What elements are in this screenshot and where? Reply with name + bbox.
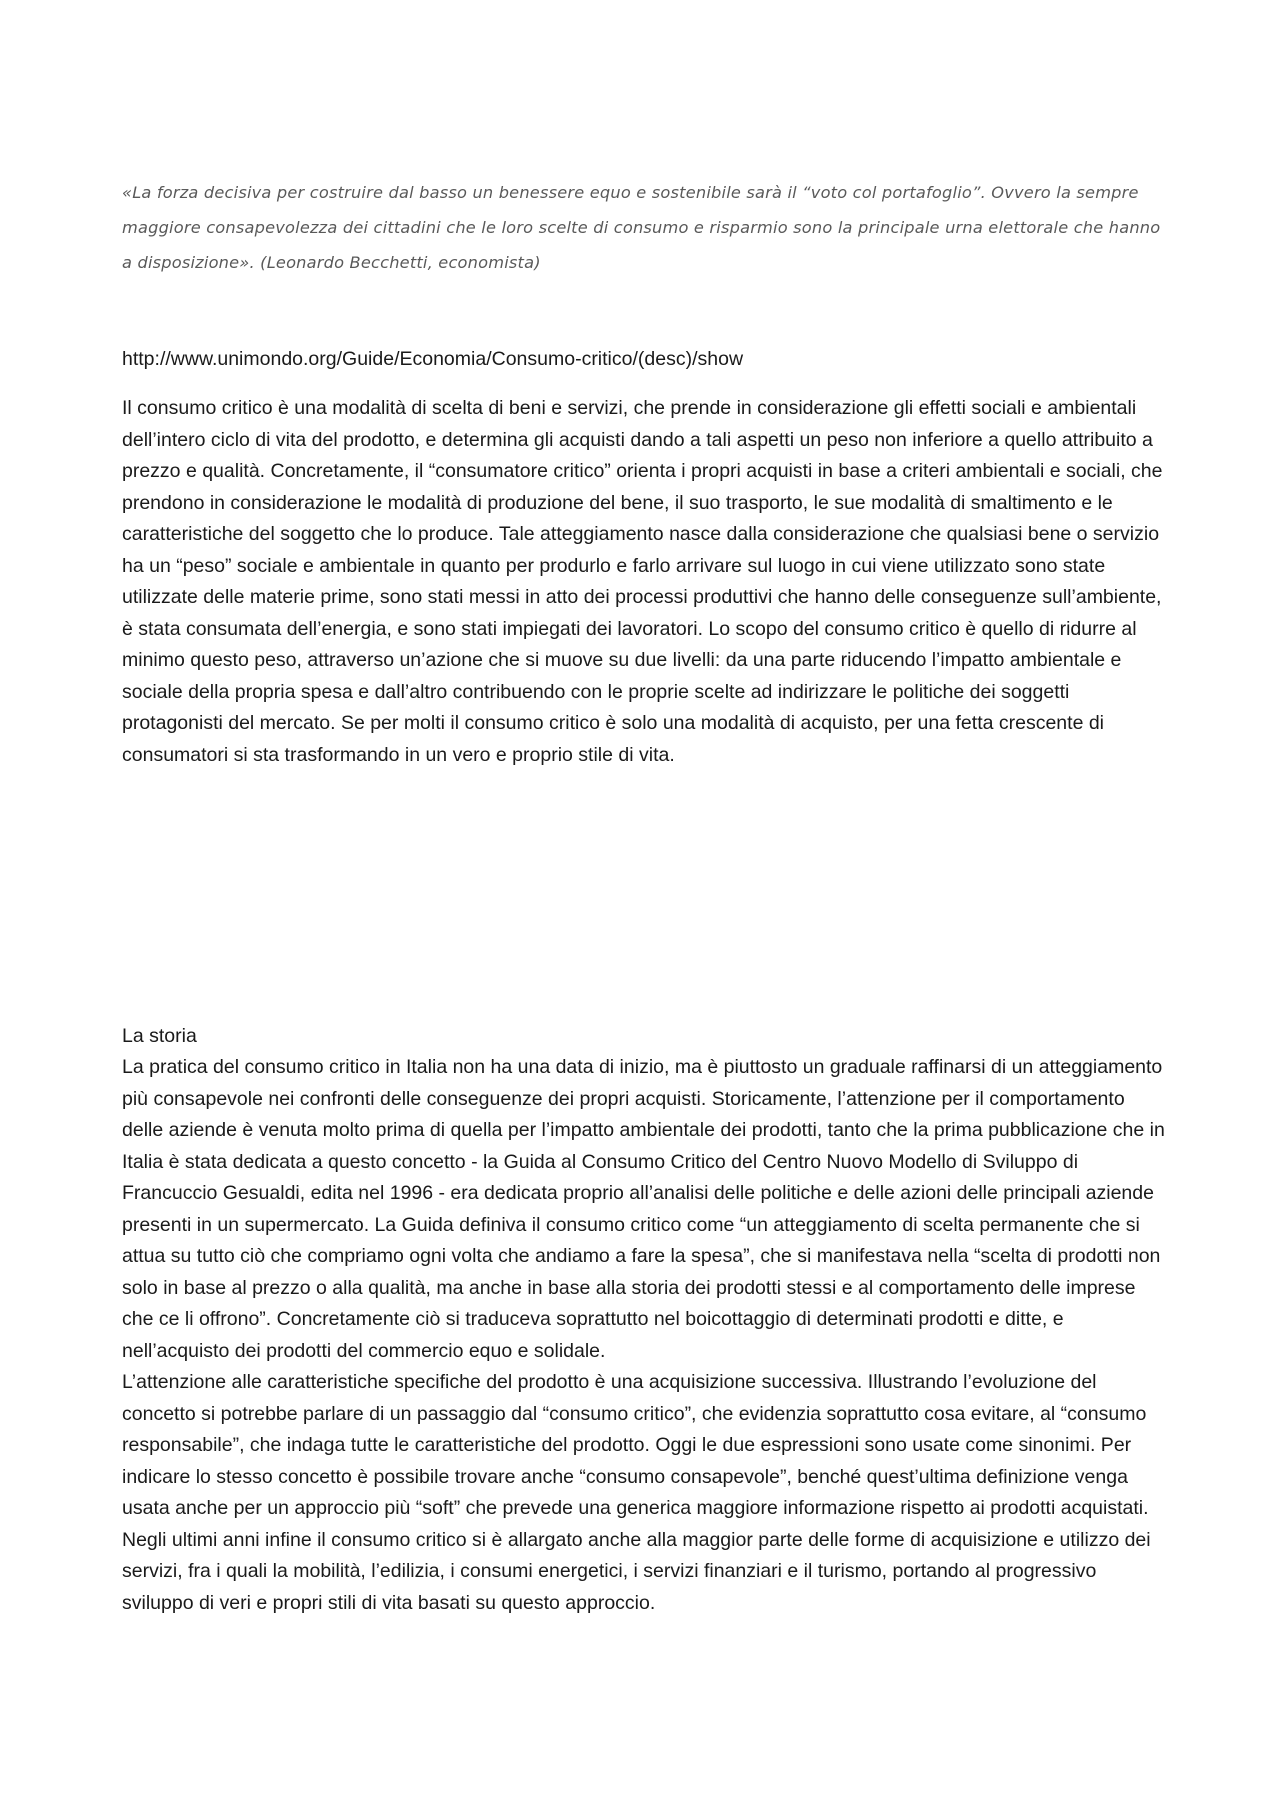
storia-section-body xyxy=(122,1052,1167,1619)
section-heading-storia: La storia xyxy=(122,1025,197,1047)
source-url: http://www.unimondo.org/Guide/Economia/Consumo-critico/(desc)/show xyxy=(122,348,744,370)
storia-paragraph: Negli ultimi anni infine il consumo critico si è allargato anche alla maggior parte delle forme di acquisizione e utilizzo dei servizi, fra i quali la mobilità, l’edilizia, i consumi energetici, i servizi finanziari e il turismo, portando al progressivo sviluppo di veri e propri stili di vita basati su questo approccio. xyxy=(122,1528,1151,1614)
storia-paragraph: L’attenzione alle caratteristiche specifiche del prodotto è una acquisizione successiva. Illustrando l’evoluzione del concetto si potrebbe parlare di un passaggio dal “consumo critico”, che evidenzia soprattutto cosa evitare, al “consumo responsabile”, che indaga tutte le caratteristiche del prodotto. Oggi le due espressioni sono usate come sinonimi. Per indicare lo stesso concetto è possibile trovare anche “consumo consapevole”, benché quest’ultima definizione venga usata anche per un approccio più “soft” che prevede una generica maggiore informazione rispetto ai prodotti acquistati. xyxy=(122,1371,1149,1519)
intro-paragraph: Il consumo critico è una modalità di scelta di beni e servizi, che prende in considerazione gli effetti sociali e ambientali dell’intero ciclo di vita del prodotto, e determina gli acquisti dando a tali aspetti un peso non inferiore a quello attribuito a prezzo e qualità. Concretamente, il “consumatore critico” orienta i propri acquisti in base a criteri ambientali e sociali, che prendono in considerazione le modalità di produzione del bene, il suo trasporto, le sue modalità di smaltimento e le caratteristiche del soggetto che lo produce. Tale atteggiamento nasce dalla considerazione che qualsiasi bene o servizio ha un “peso” sociale e ambientale in quanto per produrlo e farlo arrivare sul luogo in cui viene utilizzato sono state utilizzate delle materie prime, sono stati messi in atto dei processi produttivi che hanno delle conseguenze sull’ambiente, è stata consumata dell’energia, e sono stati impiegati dei lavoratori. Lo scopo del consumo critico è quello di ridurre al minimo questo peso, attraverso un’azione che si muove su due livelli: da una parte riducendo l’impatto ambientale e sociale della propria spesa e dall’altro contribuendo con le proprie scelte ad indirizzare le politiche dei soggetti protagonisti del mercato. Se per molti il consumo critico è solo una modalità di acquisto, per una fetta crescente di consumatori si sta trasformando in un vero e proprio stile di vita. xyxy=(122,397,1163,766)
epigraph-quote: «La forza decisiva per costruire dal basso un benessere equo e sostenibile sarà il “voto col portafoglio”. Ovvero la sempre maggiore consapevolezza dei cittadini che le loro scelte di consumo e risparmio sono la principale urna elettorale che hanno a disposizione». (Leonardo Becchetti, economista) xyxy=(122,183,1161,272)
storia-paragraph: La pratica del consumo critico in Italia non ha una data di inizio, ma è piuttosto un graduale raffinarsi di un atteggiamento più consapevole nei confronti delle conseguenze dei propri acquisti. Storicamente, l’attenzione per il comportamento delle aziende è venuta molto prima di quella per l’impatto ambientale dei prodotti, tanto che la prima pubblicazione che in Italia è stata dedicata a questo concetto - la Guida al Consumo Critico del Centro Nuovo Modello di Sviluppo di Francuccio Gesualdi, edita nel 1996 - era dedicata proprio all’analisi delle politiche e delle azioni delle principali aziende presenti in un supermercato. La Guida definiva il consumo critico come “un atteggiamento di scelta permanente che si attua su tutto ciò che compriamo ogni volta che andiamo a fare la spesa”, che si manifestava nella “scelta di prodotti non solo in base al prezzo o alla qualità, ma anche in base alla storia dei prodotti stessi e al comportamento delle imprese che ce li offrono”. Concretamente ciò si traduceva soprattutto nel boicottaggio di determinati prodotti e ditte, e nell’acquisto dei prodotti del commercio equo e solidale. xyxy=(122,1056,1165,1362)
